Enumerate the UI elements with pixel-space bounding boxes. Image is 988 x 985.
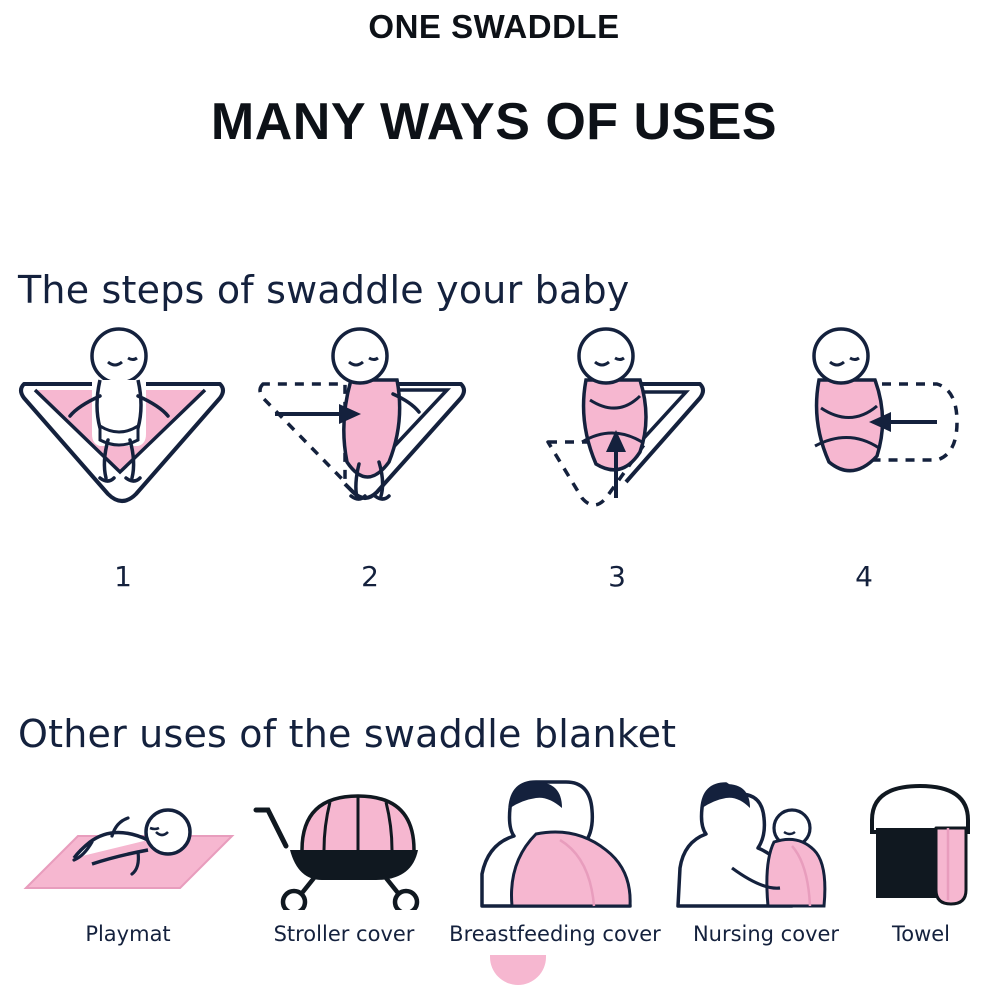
other-uses-section-heading: Other uses of the swaddle blanket xyxy=(18,712,677,756)
other-use-breastfeeding-cover xyxy=(440,780,670,980)
other-use-label-nursing: Nursing cover xyxy=(692,922,840,946)
baby-on-playmat-icon xyxy=(18,780,238,910)
other-use-label-stroller: Stroller cover xyxy=(273,922,415,946)
other-use-label-breastfeeding: Breastfeeding cover xyxy=(449,922,661,946)
swaddle-step-1 xyxy=(0,322,246,592)
baby-on-open-swaddle-diagram xyxy=(0,322,246,552)
swaddle-step-3 xyxy=(494,322,740,592)
breastfeeding-cover-icon xyxy=(440,780,670,910)
step-number-2: 2 xyxy=(361,560,379,593)
page-title-line-2: MANY WAYS OF USES xyxy=(210,93,778,151)
swaddle-fold-left-side-diagram xyxy=(247,322,493,552)
other-use-playmat xyxy=(18,780,238,980)
nursing-cover-icon xyxy=(672,780,860,910)
stroller-icon xyxy=(246,780,442,910)
other-use-towel xyxy=(862,780,980,980)
other-use-label-playmat: Playmat xyxy=(85,922,171,946)
swaddle-step-2 xyxy=(247,322,493,592)
step-number-1: 1 xyxy=(114,560,132,593)
other-uses-row xyxy=(0,780,988,980)
step-number-4: 4 xyxy=(855,560,873,593)
swaddle-steps-row xyxy=(0,322,988,592)
swaddle-fold-bottom-up-diagram xyxy=(494,322,740,552)
page-title-line-1: ONE SWADDLE xyxy=(368,8,620,45)
towel-icon xyxy=(862,780,980,910)
steps-section-heading: The steps of swaddle your baby xyxy=(18,268,630,312)
step-number-3: 3 xyxy=(608,560,626,593)
other-use-stroller xyxy=(246,780,442,980)
swaddle-fold-right-side-diagram xyxy=(741,322,987,552)
swaddle-step-4 xyxy=(741,322,987,592)
other-use-label-towel: Towel xyxy=(891,922,951,946)
other-use-nursing-cover xyxy=(672,780,860,980)
bottom-edge-decoration xyxy=(490,955,546,985)
